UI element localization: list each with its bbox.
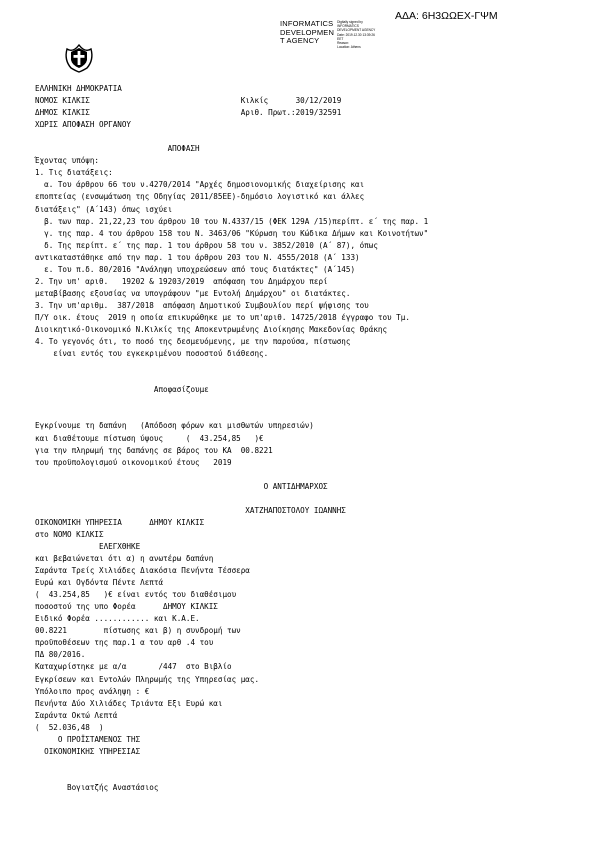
digital-signature-logo	[280, 20, 375, 49]
signature-line: DEVELOPMENT AGENCY	[337, 28, 376, 33]
text-line: Ειδικό Φορέα ............ και Κ.Α.Ε.	[35, 614, 200, 624]
text-line: ΝΟΜΟΣ ΚΙΛΚΙΣ Κιλκίς 30/12/2019	[35, 96, 342, 106]
text-line: ΟΙΚΟΝΟΜΙΚΗ ΥΠΗΡΕΣΙΑ ΔΗΜΟΥ ΚΙΛΚΙΣ	[35, 517, 205, 527]
text-line: ε. Του π.δ. 80/2016 "Ανάληψη υποχρεώσεων από τους διατάκτες" (Α΄145)	[35, 264, 356, 274]
text-line: δ. Της περίπτ. ε΄ της παρ. 1 του άρθρου 58 του ν. 3852/2010 (Α΄ 87), όπως	[35, 240, 378, 250]
signature-line: Date: 2019.12.30 13:39:26	[337, 32, 375, 37]
text-line: ΕΛΛΗΝΙΚΗ ΔΗΜΟΚΡΑΤΙΑ	[35, 84, 122, 93]
text-line: μεταβίβασης εξουσίας να υπογράφουν "με Εντολή Δημάρχου" οι διατάκτες.	[35, 288, 351, 298]
text-line: Βογιατζής Αναστάσιος	[35, 783, 159, 792]
text-line: γ. της παρ. 4 του άρθρου 158 του Ν. 3463/06 "Κύρωση του Κώδικα Δήμων και Κοινοτήτων"	[35, 228, 429, 238]
text-line: ΟΙΚΟΝΟΜΙΚΗΣ ΥΠΗΡΕΣΙΑΣ	[35, 746, 141, 756]
text-line: για την πληρωμή της δαπάνης σε βάρος του ΚΑ 00.8221	[35, 445, 273, 455]
text-line: Ο ΠΡΟΪΣΤΑΜΕΝΟΣ ΤΗΣ	[35, 734, 141, 744]
text-line: Ο ΑΝΤΙΔΗΜΑΡΧΟΣ	[35, 481, 328, 491]
text-line: 2. Την υπ' αριθ. 19202 & 19203/2019 απόφαση του Δημάρχου περί	[35, 276, 328, 286]
text-line: Ευρώ και Ογδόντα Πέντε Λεπτά	[35, 578, 164, 588]
text-line: και βεβαιώνεται ότι α) η ανωτέρω δαπάνη	[35, 554, 214, 564]
text-line: α. Του άρθρου 66 του ν.4270/2014 "Αρχές δημοσιονομικής διαχείρισης και	[35, 180, 365, 190]
text-line: Καταχωρίστηκε με α/α /447 στο Βιβλίο	[35, 662, 232, 672]
text-line: είναι εντός του εγκεκριμένου ποσοστού διάθεσης.	[35, 349, 269, 359]
logo-line: INFORMATICS	[280, 19, 334, 28]
logo-line: DEVELOPMEN	[280, 27, 335, 37]
logo-line: T AGENCY	[280, 36, 320, 45]
text-line: Π/Υ οικ. έτους 2019 η οποία επικυρώθηκε με το υπ'αριθ. 14725/2018 έγγραφο του Τμ.	[35, 312, 410, 322]
text-line: ΧΑΤΖΗΑΠΟΣΤΟΛΟΥ ΙΩΑΝΝΗΣ	[35, 505, 346, 515]
text-line: 1. Τις διατάξεις:	[35, 168, 113, 178]
text-line: στο ΝΟΜΟ ΚΙΛΚΙΣ	[35, 529, 104, 539]
signature-line: INFORMATICS	[337, 24, 359, 29]
text-line: Εγκρίσεων και Εντολών Πληρωμής της Υπηρεσίας μας.	[35, 674, 260, 684]
text-line: ποσοστού της υπο Φορέα ΔΗΜΟΥ ΚΙΛΚΙΣ	[35, 602, 218, 612]
text-line: ( 52.036,48 )	[35, 722, 104, 732]
text-line: Έχοντας υπόψη:	[35, 156, 100, 166]
text-line: Αποφασίζουμε	[35, 385, 209, 395]
ada-code: ΑΔΑ: 6Η3ΩΩΕΧ-ΓΨΜ	[395, 10, 498, 22]
text-line: Σαράντα Οκτώ Λεπτά	[35, 710, 118, 720]
text-line: ( 43.254,85 )€ είναι εντός του διαθέσιμου	[35, 590, 237, 600]
text-line: 4. Το γεγονός ότι, το ποσό της δεσμευόμενης, με την παρούσα, πίστωσης	[35, 337, 351, 347]
text-line: 3. Την υπ'αριθμ. 387/2018 απόφαση Δημοτικού Συμβουλίου περί ψήφισης του	[35, 300, 369, 310]
text-line: 00.8221 πίστωσης και β) η συνδρομή των	[35, 626, 241, 636]
signature-line: Digitally signed by	[337, 20, 363, 24]
text-line: ΠΔ 80/2016.	[35, 650, 86, 660]
text-line: και διαθέτουμε πίστωση ύψους ( 43.254,85 )€	[35, 433, 264, 443]
text-line: Εγκρίνουμε τη δαπάνη (Απόδοση φόρων και μισθωτών υπηρεσιών)	[35, 421, 314, 431]
signature-line: EET	[337, 36, 344, 41]
text-line: ΑΠΟΦΑΣΗ	[35, 144, 200, 154]
signature-line: Reason:	[337, 41, 349, 46]
text-line: εποπτείας (ενσωμάτωση της Οδηγίας 2011/85ΕΕ)-δημόσιο λογιστικό και άλλες	[35, 192, 365, 202]
text-line: ΕΛΕΓΧΘΗΚΕ	[35, 541, 141, 551]
text-line: β. των παρ. 21,22,23 του άρθρου 10 του Ν.4337/15 (ΦΕΚ 129Α /15)περίπτ. ε΄ της παρ. 1	[35, 216, 429, 226]
text-line: Σαράντα Τρείς Χιλιάδες Διακόσια Πενήντα Τέσσερα	[35, 566, 250, 576]
text-line: ΔΗΜΟΣ ΚΙΛΚΙΣ Αριθ. Πρωτ.:2019/32591	[35, 108, 342, 118]
text-line: Διοικητικό-Οικονομικό Ν.Κιλκίς της Αποκεντρωμένης Διοίκησης Μακεδονίας Θράκης	[35, 325, 388, 335]
signature-line: Location: Athens	[337, 45, 361, 50]
text-line: προϋποθέσεων της παρ.1 α του αρθ .4 του	[35, 638, 214, 648]
text-line: Υπόλοιπο προς ανάληψη : €	[35, 686, 150, 696]
text-line: Πενήντα Δύο Χιλιάδες Τριάντα Εξι Ευρώ και	[35, 698, 223, 708]
text-line: του προϋπολογισμού οικονομικού έτους 2019	[35, 457, 232, 467]
text-line: αντικαταστάθηκε από την παρ. 1 του άρθρου 203 του Ν. 4555/2018 (Α΄ 133)	[35, 252, 360, 262]
greek-coat-of-arms-icon	[62, 40, 96, 74]
text-line: διατάξεις" (Α΄143) όπως ισχύει	[35, 204, 173, 214]
text-line: ΧΩΡΙΣ ΑΠΟΦΑΣΗ ΟΡΓΑΝΟΥ	[35, 120, 132, 130]
